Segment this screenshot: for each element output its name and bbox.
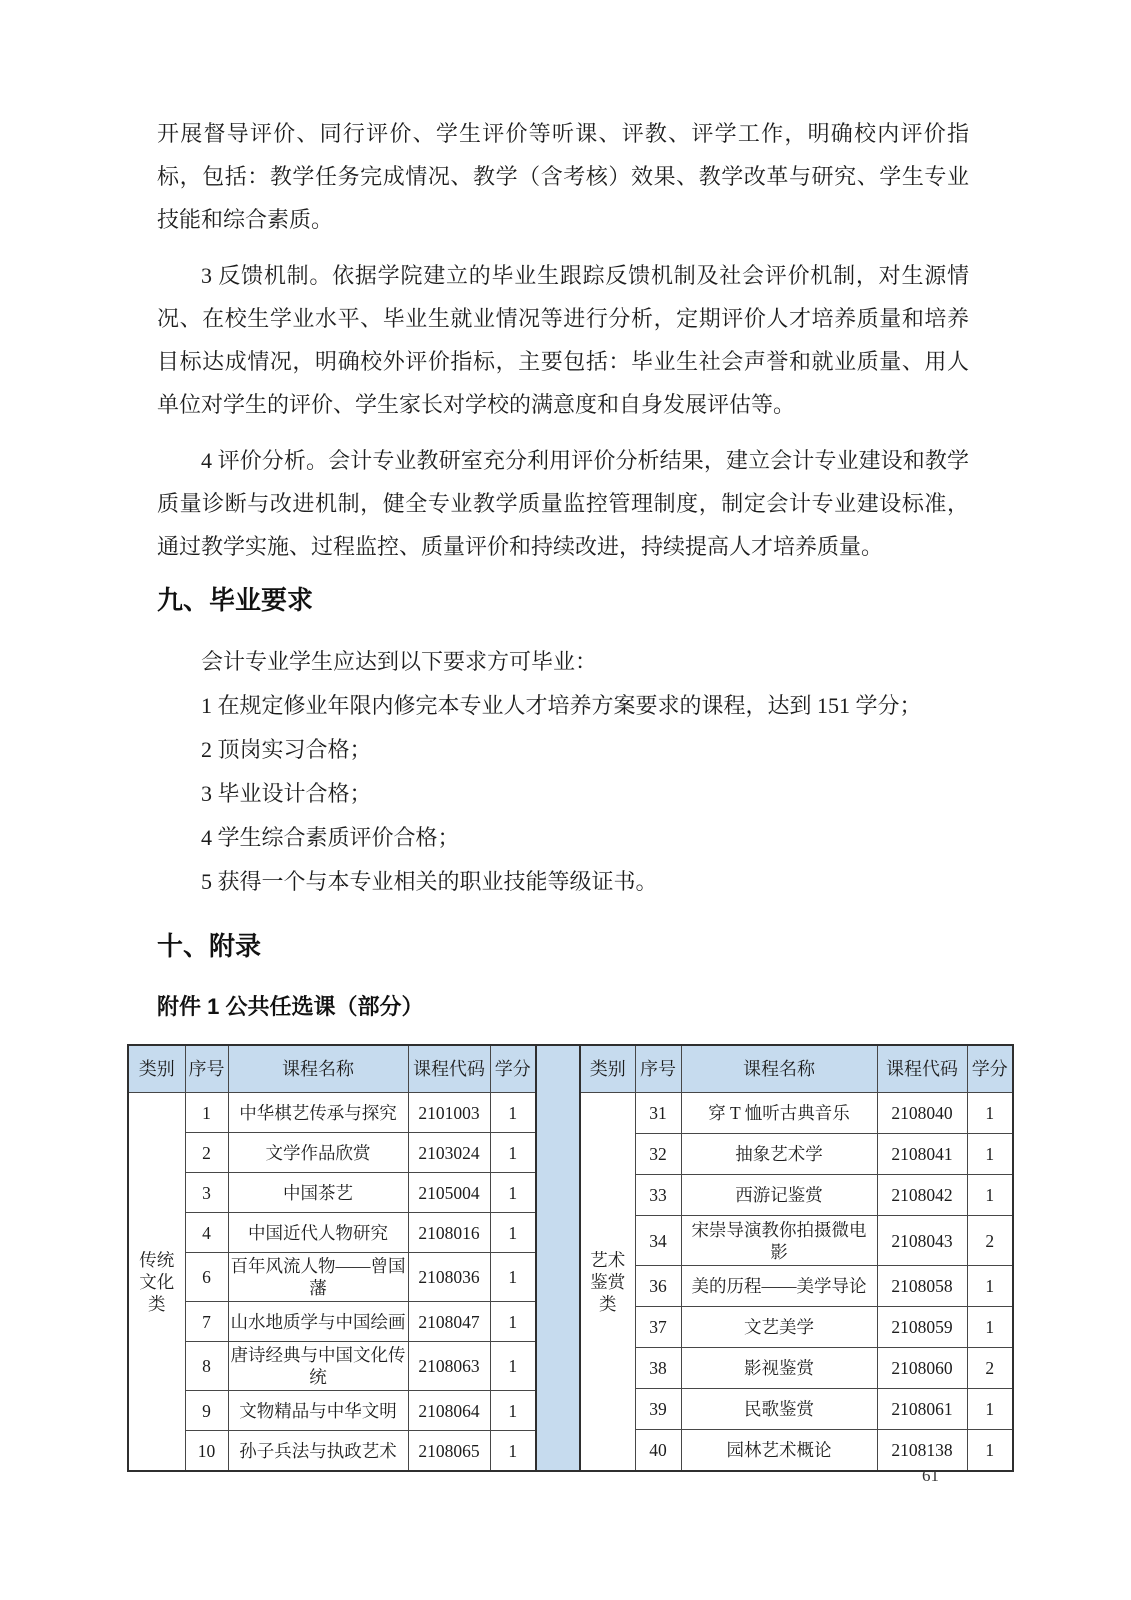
course-name-cell: 影视鉴赏	[681, 1348, 877, 1389]
section-graduation-requirements	[157, 582, 969, 904]
course-code-cell: 2108138	[877, 1429, 967, 1471]
course-code-cell: 2108061	[877, 1389, 967, 1430]
requirements-intro: 会计专业学生应达到以下要求方可毕业：	[201, 649, 598, 674]
row-number-cell: 36	[635, 1266, 681, 1307]
credit-cell: 1	[967, 1174, 1013, 1215]
section-appendix	[157, 928, 969, 1022]
credit-cell: 2	[967, 1348, 1013, 1389]
credit-cell: 1	[967, 1093, 1013, 1134]
table-row	[128, 1302, 536, 1342]
course-name-cell: 园林艺术概论	[681, 1429, 877, 1471]
column-header: 类别	[580, 1045, 635, 1093]
course-code-cell: 2108016	[408, 1213, 490, 1253]
table-row	[580, 1133, 1013, 1174]
table-row	[580, 1266, 1013, 1307]
row-number-cell: 32	[635, 1133, 681, 1174]
credit-cell: 1	[490, 1253, 536, 1302]
header-row	[128, 1045, 536, 1093]
course-name-cell: 穿 T 恤听古典音乐	[681, 1093, 877, 1134]
course-name-cell: 唐诗经典与中国文化传统	[228, 1342, 408, 1391]
row-number-cell: 1	[185, 1093, 228, 1133]
course-code-cell: 2108047	[408, 1302, 490, 1342]
credit-cell: 1	[490, 1173, 536, 1213]
row-number-cell: 40	[635, 1429, 681, 1471]
course-code-cell: 2101003	[408, 1093, 490, 1133]
column-header: 课程名称	[681, 1045, 877, 1093]
category-cell: 艺术鉴赏类	[580, 1093, 635, 1472]
course-name-cell: 西游记鉴赏	[681, 1174, 877, 1215]
course-name-cell: 中国茶艺	[228, 1173, 408, 1213]
row-number-cell: 31	[635, 1093, 681, 1134]
row-number-cell: 37	[635, 1307, 681, 1348]
course-code-cell: 2108065	[408, 1431, 490, 1472]
requirement-item: 2 顶岗实习合格；	[201, 737, 372, 762]
course-code-cell: 2108064	[408, 1391, 490, 1431]
elective-table-right-head	[580, 1045, 1013, 1093]
row-number-cell: 7	[185, 1302, 228, 1342]
course-code-cell: 2108043	[877, 1215, 967, 1265]
requirement-item: 4 学生综合素质评价合格；	[201, 825, 460, 850]
table-row	[128, 1431, 536, 1472]
column-header: 学分	[490, 1045, 536, 1093]
course-name-cell: 民歌鉴赏	[681, 1389, 877, 1430]
course-code-cell: 2108058	[877, 1266, 967, 1307]
elective-table-right	[579, 1044, 1014, 1472]
course-name-cell: 文艺美学	[681, 1307, 877, 1348]
course-name-cell: 百年风流人物——曾国藩	[228, 1253, 408, 1302]
credit-cell: 1	[490, 1342, 536, 1391]
course-name-cell: 文物精品与中华文明	[228, 1391, 408, 1431]
table-row	[580, 1215, 1013, 1265]
table-row	[580, 1174, 1013, 1215]
credit-cell: 1	[490, 1213, 536, 1253]
elective-table-right-body	[580, 1093, 1013, 1472]
course-name-cell: 孙子兵法与执政艺术	[228, 1431, 408, 1472]
row-number-cell: 9	[185, 1391, 228, 1431]
category-cell: 传统文化类	[128, 1093, 185, 1472]
column-header: 学分	[967, 1045, 1013, 1093]
credit-cell: 1	[967, 1429, 1013, 1471]
header-row	[580, 1045, 1013, 1093]
course-code-cell: 2108060	[877, 1348, 967, 1389]
credit-cell: 1	[490, 1302, 536, 1342]
course-name-cell: 山水地质学与中国绘画	[228, 1302, 408, 1342]
credit-cell: 1	[967, 1266, 1013, 1307]
course-name-cell: 美的历程——美学导论	[681, 1266, 877, 1307]
course-code-cell: 2108040	[877, 1093, 967, 1134]
elective-table-left-head	[128, 1045, 536, 1093]
table-row	[128, 1213, 536, 1253]
elective-courses-table	[127, 1044, 1014, 1472]
credit-cell: 1	[490, 1431, 536, 1472]
paragraph: 3 反馈机制。依据学院建立的毕业生跟踪反馈机制及社会评价机制，对生源情况、在校生学业水平、毕业生就业情况等进行分析，定期评价人才培养质量和培养目标达成情况，明确校外评价指标，主要包括：毕业生社会声誉和就业质量、用人单位对学生的评价、学生家长对学校的满意度和自身发展评估等。	[157, 263, 969, 417]
paragraph: 4 评价分析。会计专业教研室充分利用评价分析结果，建立会计专业建设和教学质量诊断与改进机制，健全专业教学质量监控管理制度，制定会计专业建设标准，通过教学实施、过程监控、质量评价和持续改进，持续提高人才培养质量。	[157, 448, 969, 559]
table-row	[128, 1133, 536, 1173]
attachment-title: 附件 1 公共任选课（部分）	[157, 994, 424, 1019]
table-row	[128, 1093, 536, 1133]
column-header: 课程代码	[877, 1045, 967, 1093]
table-row	[580, 1307, 1013, 1348]
course-code-cell: 2108041	[877, 1133, 967, 1174]
row-number-cell: 34	[635, 1215, 681, 1265]
table-row	[128, 1253, 536, 1302]
column-header: 序号	[185, 1045, 228, 1093]
requirement-item: 5 获得一个与本专业相关的职业技能等级证书。	[201, 869, 658, 894]
table-row	[128, 1173, 536, 1213]
credit-cell: 1	[967, 1307, 1013, 1348]
row-number-cell: 8	[185, 1342, 228, 1391]
course-code-cell: 2108042	[877, 1174, 967, 1215]
body-paragraphs	[157, 112, 969, 581]
table-row	[580, 1348, 1013, 1389]
course-name-cell: 宋崇导演教你拍摄微电影	[681, 1215, 877, 1265]
course-name-cell: 中国近代人物研究	[228, 1213, 408, 1253]
table-row	[580, 1389, 1013, 1430]
column-header: 类别	[128, 1045, 185, 1093]
section-heading: 十、附录	[157, 931, 262, 961]
table-row	[580, 1093, 1013, 1134]
table-spacer-column	[537, 1044, 579, 1472]
course-name-cell: 中华棋艺传承与探究	[228, 1093, 408, 1133]
course-name-cell: 文学作品欣赏	[228, 1133, 408, 1173]
paragraph: 开展督导评价、同行评价、学生评价等听课、评教、评学工作，明确校内评价指标，包括：教学任务完成情况、教学（含考核）效果、教学改革与研究、学生专业技能和综合素质。	[157, 121, 969, 232]
course-code-cell: 2108059	[877, 1307, 967, 1348]
column-header: 序号	[635, 1045, 681, 1093]
row-number-cell: 39	[635, 1389, 681, 1430]
course-code-cell: 2108063	[408, 1342, 490, 1391]
row-number-cell: 38	[635, 1348, 681, 1389]
section-heading: 九、毕业要求	[157, 585, 314, 615]
elective-table-left-body	[128, 1093, 536, 1472]
credit-cell: 1	[490, 1133, 536, 1173]
elective-table-left	[127, 1044, 537, 1472]
course-name-cell: 抽象艺术学	[681, 1133, 877, 1174]
course-code-cell: 2105004	[408, 1173, 490, 1213]
row-number-cell: 3	[185, 1173, 228, 1213]
row-number-cell: 4	[185, 1213, 228, 1253]
row-number-cell: 33	[635, 1174, 681, 1215]
credit-cell: 1	[490, 1093, 536, 1133]
column-header: 课程名称	[228, 1045, 408, 1093]
course-code-cell: 2103024	[408, 1133, 490, 1173]
credit-cell: 2	[967, 1215, 1013, 1265]
requirement-item: 1 在规定修业年限内修完本专业人才培养方案要求的课程，达到 151 学分；	[201, 693, 922, 718]
column-header: 课程代码	[408, 1045, 490, 1093]
credit-cell: 1	[967, 1389, 1013, 1430]
row-number-cell: 10	[185, 1431, 228, 1472]
course-code-cell: 2108036	[408, 1253, 490, 1302]
credit-cell: 1	[967, 1133, 1013, 1174]
table-row	[128, 1342, 536, 1391]
page-number: 61	[922, 1466, 939, 1485]
requirement-item: 3 毕业设计合格；	[201, 781, 372, 806]
row-number-cell: 2	[185, 1133, 228, 1173]
table-row	[128, 1391, 536, 1431]
row-number-cell: 6	[185, 1253, 228, 1302]
credit-cell: 1	[490, 1391, 536, 1431]
table-row	[580, 1429, 1013, 1471]
